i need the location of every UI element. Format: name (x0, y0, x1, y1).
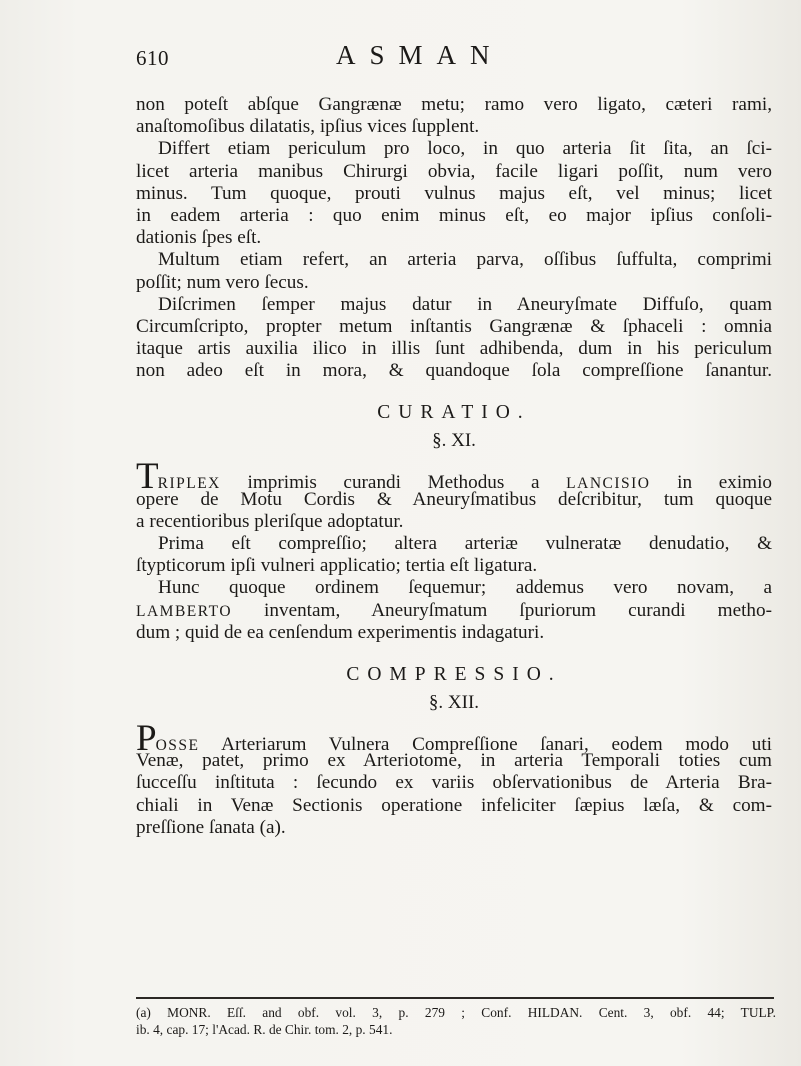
text-run: Arteriarum Vulnera Compreſſione ſanari, eodem modo uti (199, 733, 772, 755)
text-line: minus. Tum quoque, prouti vulnus majus eſt, vel minus; licet (136, 182, 772, 204)
section-number-xii: §. XII. (428, 691, 480, 713)
text-line: non adeo eſt in mora, & quandoque ſola compreſſione ſanantur. (136, 360, 772, 382)
drop-cap: T (136, 456, 158, 498)
small-caps-lead: RIPLEX (157, 475, 221, 493)
text-run: in eximio (650, 472, 772, 494)
author-name: LAMBERTO (136, 602, 233, 620)
text-line: poſſit; num vero ſecus. (136, 271, 309, 293)
text-line: itaque artis auxilia ilico in illis ſunt adhibenda, dum in his periculum (136, 338, 772, 360)
text-line: chiali in Venæ Sectionis operatione infeliciter ſæpius læſa, & com- (136, 794, 772, 816)
text-line (136, 600, 772, 622)
text-line: in eadem arteria : quo enim minus eſt, eo major ipſius conſoli- (136, 204, 772, 226)
text-line: Prima eſt compreſſio; altera arteriæ vulneratæ denudatio, & (158, 533, 772, 554)
footnote-rule (136, 997, 774, 999)
text-line: Multum etiam refert, an arteria parva, oſſibus ſuffulta, comprimi (158, 249, 772, 271)
section-heading-curatio: CURATIO. (377, 402, 531, 424)
text-line: Circumſcripto, propter metum inſtantis Gangrænæ & ſphaceli : omnia (136, 315, 772, 337)
text-run: inventam, Aneuryſmatum ſpuriorum curandi metho- (232, 599, 772, 621)
text-line (136, 717, 772, 759)
body-text (136, 94, 772, 839)
text-line: dum ; quid de ea cenſendum experimentis indagaturi. (136, 621, 545, 643)
text-line: Hunc quoque ordinem ſequemur; addemus vero novam, a (158, 577, 772, 599)
text-run: imprimis curandi Methodus a (220, 472, 567, 494)
section-heading-compressio: COMPRESSIO. (346, 663, 562, 685)
footnote (136, 1004, 776, 1038)
text-line: dationis ſpes eſt. (136, 227, 262, 249)
text-line: anaſtomoſibus dilatatis, ipſius vices ſupplent. (136, 116, 480, 138)
drop-cap: P (136, 717, 156, 759)
text-line: a recentioribus pleriſque adoptatur. (136, 510, 404, 532)
page-header (136, 38, 776, 78)
footnote-line: ib. 4, cap. 17; l'Acad. R. de Chir. tom. 2, p. 541. (136, 1022, 393, 1037)
footnote-line: (a) MONR. Eſſ. and obf. vol. 3, p. 279 ; Conf. HILDAN. Cent. 3, obf. 44; TULP. (136, 1005, 776, 1020)
text-line: non poteſt abſque Gangrænæ metu; ramo vero ligato, cæteri rami, (136, 94, 772, 115)
small-caps-lead: OSSE (155, 736, 200, 754)
text-line: ſtypticorum ipſi vulneri applicatio; tertia eſt ligatura. (136, 555, 538, 577)
text-line: Differt etiam periculum pro loco, in quo arteria ſit ſita, an ſci- (158, 138, 772, 160)
text-line: Diſcrimen ſemper majus datur in Aneuryſmate Diffuſo, quam (158, 293, 772, 315)
section-number-xi: §. XI. (432, 430, 476, 452)
text-line: ſucceſſu inſtituta : ſecundo ex variis obſervationibus de Arteria Bra- (136, 772, 772, 794)
text-line: opere de Motu Cordis & Aneuryſmatibus deſcribitur, tum quoque (136, 488, 772, 510)
text-line: Venæ, patet, primo ex Arteriotome, in arteria Temporali toties cum (136, 750, 772, 772)
text-line: preſſione ſanata (a). (136, 816, 286, 838)
text-line (136, 456, 772, 498)
author-name: LANCISIO (566, 475, 651, 493)
page-number: 610 (136, 46, 169, 70)
text-line: licet arteria manibus Chirurgi obvia, facile ligari poſſit, num vero (136, 160, 772, 182)
running-title: ASMAN (336, 40, 504, 70)
